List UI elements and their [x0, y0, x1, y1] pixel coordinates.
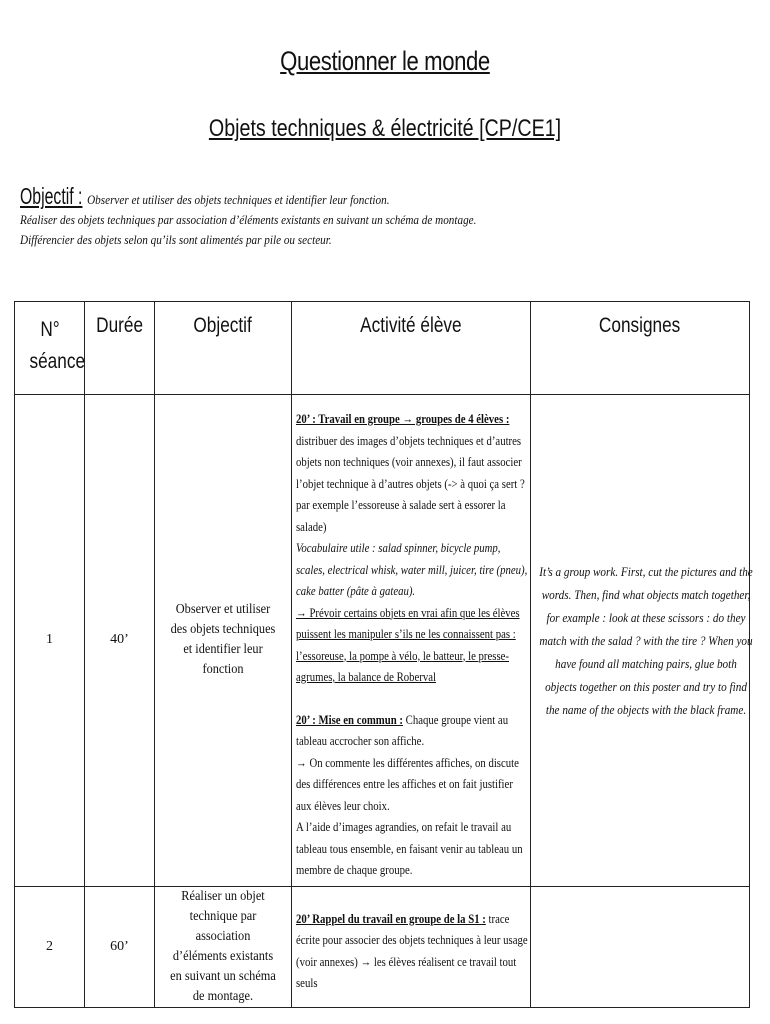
header-consignes: Consignes [531, 302, 750, 395]
seance-consignes: It’s a group work. First, cut the pictures and the words. Then, find what objects match together, for example : look at these scissors : do they match with the salad ? with the tire ? When you have found all matching pairs, glue both objects together on this poster and try to find the name of the objects with the black frame. [531, 395, 750, 887]
seance-number: 1 [15, 395, 85, 887]
activity-text-3: → On commente les différentes affiches, on discute des différences entre les affiches et on fait justifier aux élèves leur choix. [296, 755, 519, 813]
activity-text-2: Chaque groupe vient au tableau accrocher son affiche. [296, 712, 509, 748]
objectif-section [20, 183, 760, 250]
activity-mise-en-commun [296, 710, 528, 753]
table-row [15, 395, 750, 887]
activity-heading-rappel: 20’ Rappel du travail en groupe de la S1 : [296, 911, 486, 926]
header-activite: Activité élève [292, 302, 531, 395]
activity-rappel [296, 909, 528, 995]
page-subtitle: Objets techniques & électricité [CP/CE1] [208, 115, 562, 142]
seance-activite [292, 886, 531, 1007]
seance-duree: 40’ [85, 395, 155, 887]
activity-heading-2: 20’ : Mise en commun : [296, 712, 403, 727]
activity-vocab: Vocabulaire utile : salad spinner, bicycle pump, scales, electrical whisk, water mill, juicer, tire (pneu), cake batter (pâte à gateau). [296, 541, 528, 598]
activity-heading-1: 20’ : Travail en groupe → groupes de 4 élèves : [296, 412, 510, 426]
activity-prevoir: → Prévoir certains objets en vrai afin que les élèves puissent les manipuler s’ils ne les connaissent pas : l’essoreuse, la pompe à vélo, le batteur, le presse-agrumes, la balance de Roberval [296, 605, 520, 684]
activity-text-1: distribuer des images d’objets techniques et d’autres objets non techniques (voir annexes), il faut associer l’objet technique à d’autres objets (-> à quoi ça sert ? par exemple l’essoreuse à salade sert à essorer la salade) [296, 433, 525, 534]
table-row [15, 886, 750, 1007]
page-title: Questionner le monde [280, 46, 490, 76]
activity-text-4: A l’aide d’images agrandies, on refait le travail au tableau tous ensemble, en faisant venir au tableau un membre de chaque groupe. [296, 820, 523, 877]
header-duree: Durée [85, 302, 155, 395]
seance-duree: 60’ [85, 886, 155, 1007]
header-objectif: Objectif [155, 302, 292, 395]
seance-objectif: Observer et utiliser des objets techniques et identifier leur fonction [155, 395, 292, 887]
table-header-row [15, 302, 750, 395]
seance-objectif: Réaliser un objet technique par association d’éléments existants en suivant un schéma de montage. [155, 886, 292, 1007]
seance-consignes [531, 886, 750, 1007]
objectif-line-1: Observer et utiliser des objets techniques et identifier leur fonction. [87, 192, 390, 207]
activity-text-rappel: trace écrite pour associer des objets techniques à leur usage (voir annexes) → les élèves réalisent ce travail tout seuls [296, 911, 528, 990]
seance-number: 2 [15, 886, 85, 1007]
header-seance: N° séance [15, 302, 85, 395]
objectif-line-3: Différencier des objets selon qu’ils sont alimentés par pile ou secteur. [20, 232, 332, 247]
objectif-label: Objectif : [20, 183, 83, 209]
objectif-line-2: Réaliser des objets techniques par association d’éléments existants en suivant un schéma de montage. [20, 212, 477, 227]
sessions-table [14, 301, 753, 1008]
seance-activite [292, 395, 531, 887]
